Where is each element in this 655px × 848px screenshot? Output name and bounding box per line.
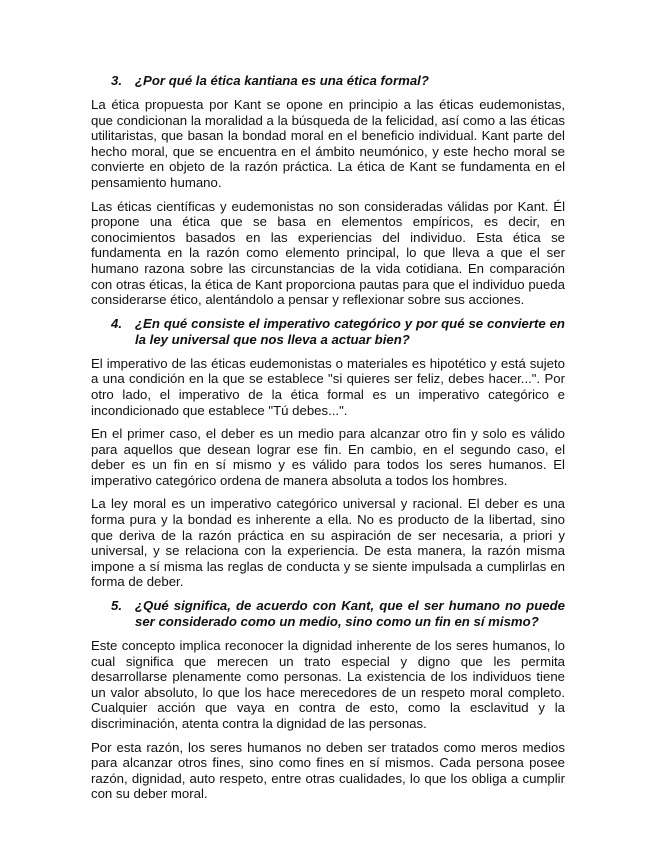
question-heading-4 <box>91 316 565 348</box>
question-number: 4. <box>111 315 122 331</box>
paragraph: La ética propuesta por Kant se opone en principio a las éticas eudemonistas, que condicionan la moralidad a la búsqueda de la felicidad, así como a las éticas utilitaristas, que basan la bondad moral en el beneficio individual. Kant parte del hecho moral, que se encuentra en el ámbito neumónico, y este hecho moral se convierte en objeto de la razón práctica. La ética de Kant se fundamenta en el pensamiento humano. <box>91 97 565 190</box>
paragraph: En el primer caso, el deber es un medio para alcanzar otro fin y solo es válido para aquellos que desean lograr ese fin. En cambio, en el segundo caso, el deber es un fin en sí mismo y es válido para todos los seres humanos. El imperativo categórico ordena de manera absoluta a todos los hombres. <box>91 426 565 488</box>
question-heading-3 <box>91 73 565 89</box>
paragraph: La ley moral es un imperativo categórico universal y racional. El deber es una forma pura y la bondad es inherente a ella. No es producto de la libertad, sino que deriva de la razón práctica en su aspiración de ser necesaria, a priori y universal, y se relaciona con la experiencia. De esta manera, la razón misma impone a sí misma las reglas de conducta y se siente impulsada a cumplirlas en forma de deber. <box>91 496 565 590</box>
paragraph: Por esta razón, los seres humanos no deben ser tratados como meros medios para alcanzar otros fines, sino como fines en sí mismos. Cada persona posee razón, dignidad, auto respeto, entre otras cualidades, lo que los obliga a cumplir con su deber moral. <box>91 739 565 802</box>
paragraph: Las éticas científicas y eudemonistas no son consideradas válidas por Kant. Él propone una ética que se basa en elementos empíricos, es decir, en conocimientos basados en las experiencias del individuo. Esta ética se fundamenta en la razón como elemento principal, lo que lleva a que el ser humano razona sobre las circunstancias de la vida cotidiana. En comparación con otras éticas, la ética de Kant proporciona pautas para que el individuo pueda considerarse ético, alentándolo a pensar y reflexionar sobre sus acciones. <box>91 198 565 308</box>
question-text: ¿Qué significa, de acuerdo con Kant, que el ser humano no puede ser considerado como un medio, sino como un fin en sí mismo? <box>135 598 565 630</box>
paragraph: El imperativo de las éticas eudemonistas o materiales es hipotético y está sujeto a una condición en la que se establece "si quieres ser feliz, debes hacer...". Por otro lado, el imperativo de la ética formal es un imperativo categórico e incondicionado que establece "Tú debes...". <box>91 355 565 418</box>
question-text: ¿En qué consiste el imperativo categórico y por qué se convierte en la ley universal que nos lleva a actuar bien? <box>135 315 565 347</box>
question-number: 3. <box>111 73 122 88</box>
paragraph: Este concepto implica reconocer la dignidad inherente de los seres humanos, lo cual significa que merecen un trato especial y digno que les permita desarrollarse plenamente como personas. La existencia de los individuos tiene un valor absoluto, lo que los hace merecedores de un respeto moral completo. Cualquier acción que vaya en contra de esto, como la esclavitud y la discriminación, atenta contra la dignidad de las personas. <box>91 638 565 731</box>
question-heading-5 <box>91 598 565 630</box>
question-number: 5. <box>111 598 122 614</box>
question-text: ¿Por qué la ética kantiana es una ética formal? <box>135 73 429 88</box>
document-body <box>91 73 565 810</box>
